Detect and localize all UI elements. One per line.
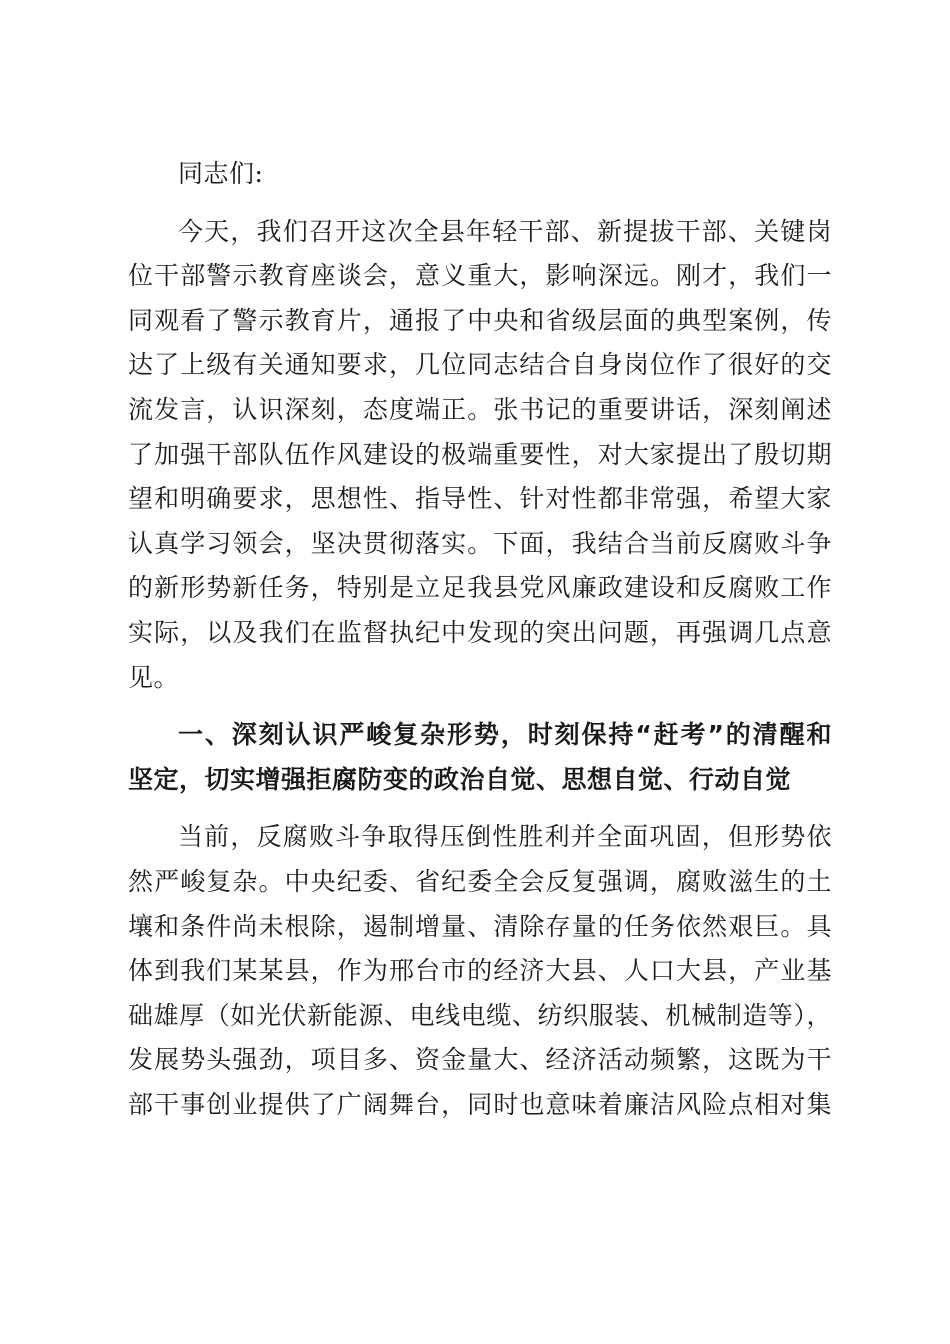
paragraph-spacer bbox=[128, 802, 832, 815]
body-line: 部干事创业提供了广阔舞台，同时也意味着廉洁风险点相对集 bbox=[128, 1089, 832, 1119]
body-line: 当前，反腐败斗争取得压倒性胜利并全面巩固，但形势依 bbox=[178, 822, 832, 852]
paragraph-spacer bbox=[128, 700, 832, 713]
document-body bbox=[128, 152, 832, 1127]
body-line: 然严峻复杂。中央纪委、省纪委全会反复强调，腐败滋生的土 bbox=[128, 866, 832, 896]
intro-line: 认真学习领会，坚决贯彻落实。下面，我结合当前反腐败斗争 bbox=[128, 528, 832, 558]
intro-line: 位干部警示教育座谈会，意义重大，影响深远。刚才，我们一 bbox=[128, 261, 832, 291]
body-line: 体到我们某某县，作为邢台市的经济大县、人口大县，产业基 bbox=[128, 956, 832, 986]
section-one-paragraph bbox=[128, 815, 832, 1127]
intro-line: 的新形势新任务，特别是立足我县党风廉政建设和反腐败工作 bbox=[128, 573, 832, 603]
paragraph-spacer bbox=[128, 197, 832, 210]
intro-line: 流发言，认识深刻，态度端正。张书记的重要讲话，深刻阐述 bbox=[128, 394, 832, 424]
section-one-heading bbox=[128, 713, 832, 802]
intro-line: 达了上级有关通知要求，几位同志结合自身岗位作了很好的交 bbox=[128, 350, 832, 380]
salutation: 同志们: bbox=[178, 159, 264, 188]
body-line: 发展势头强劲，项目多、资金量大、经济活动频繁，这既为干 bbox=[128, 1045, 832, 1075]
intro-line: 今天，我们召开这次全县年轻干部、新提拔干部、关键岗 bbox=[178, 216, 832, 246]
intro-line: 见。 bbox=[128, 662, 180, 692]
body-line: 础雄厚（如光伏新能源、电线电缆、纺织服装、机械制造等）， bbox=[128, 1000, 832, 1030]
intro-line: 实际，以及我们在监督执纪中发现的突出问题，再强调几点意 bbox=[128, 617, 832, 647]
intro-paragraph bbox=[128, 210, 832, 701]
heading-line: 坚定，切实增强拒腐防变的政治自觉、思想自觉、行动自觉 bbox=[128, 764, 792, 794]
intro-line: 了加强干部队伍作风建设的极端重要性，对大家提出了殷切期 bbox=[128, 439, 832, 469]
body-line: 壤和条件尚未根除，遏制增量、清除存量的任务依然艰巨。具 bbox=[128, 911, 832, 941]
intro-line: 望和明确要求，思想性、指导性、针对性都非常强，希望大家 bbox=[128, 484, 832, 514]
heading-line: 一、深刻认识严峻复杂形势，时刻保持“赶考”的清醒和 bbox=[178, 720, 832, 750]
intro-line: 同观看了警示教育片，通报了中央和省级层面的典型案例，传 bbox=[128, 305, 832, 335]
